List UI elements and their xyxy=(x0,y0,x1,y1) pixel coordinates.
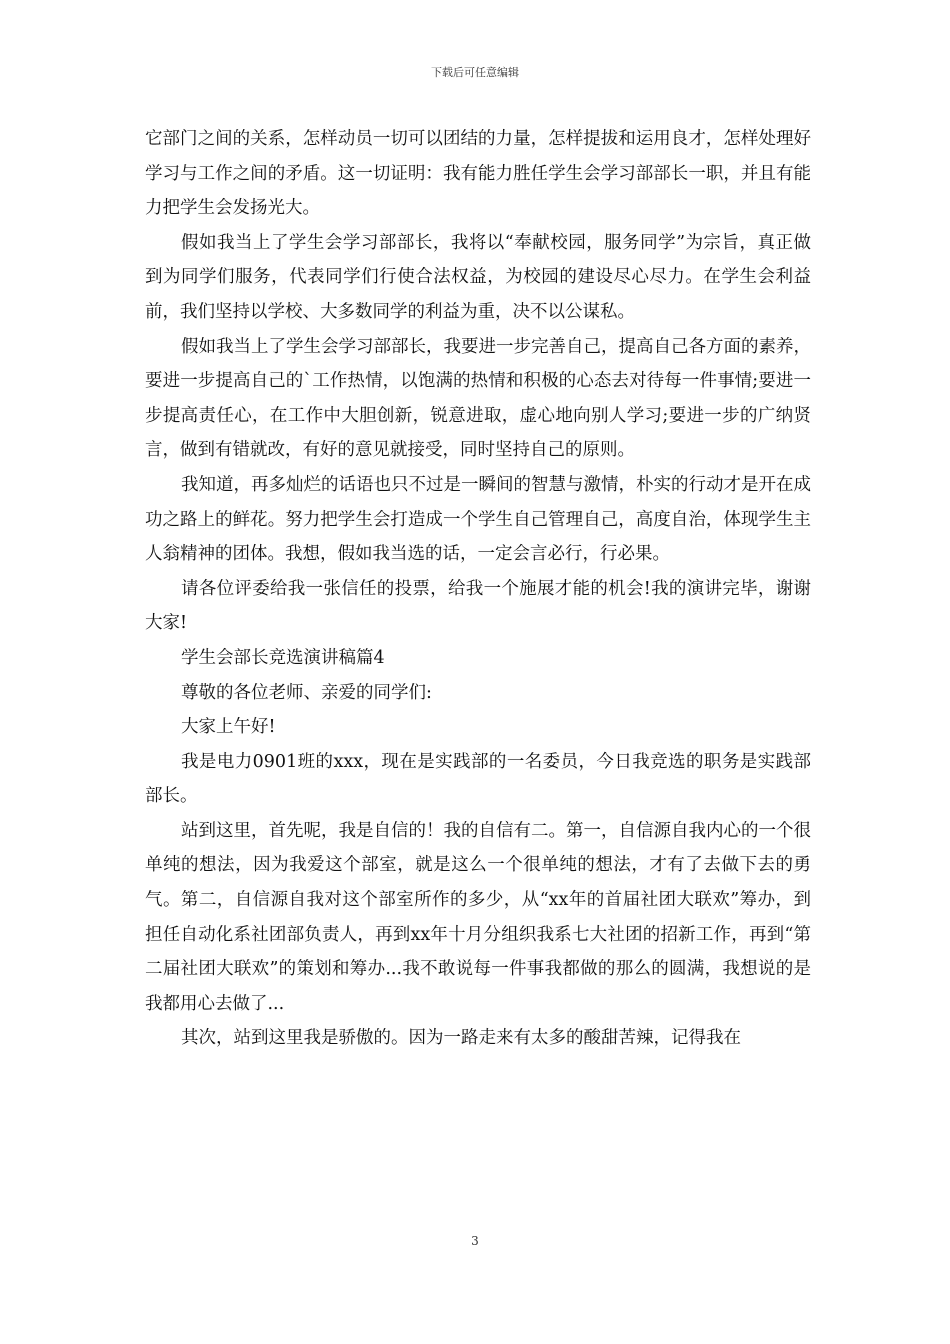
paragraph-pride: 其次，站到这里我是骄傲的。因为一路走来有太多的酸甜苦辣，记得我在 xyxy=(181,1028,741,1049)
paragraph-4: 我知道，再多灿烂的话语也只不过是一瞬间的智慧与激情，朴实的行动才是开在成功之路上的鲜花。努力把学生会打造成一个学生自己管理自己，高度自治，体现学生主人翁精神的团体。我想，假如我当选的话，一定会言必行，行必果。 xyxy=(145,474,811,565)
paragraph-1: 它部门之间的关系，怎样动员一切可以团结的力量，怎样提拔和运用良才，怎样处理好学习与工作之间的矛盾。这一切证明：我有能力胜任学生会学习部部长一职，并且有能力把学生会发扬光大。 xyxy=(145,129,811,219)
document-body xyxy=(145,122,811,1056)
page-number: 3 xyxy=(471,1234,479,1248)
paragraph-5: 请各位评委给我一张信任的投票，给我一个施展才能的机会!我的演讲完毕，谢谢大家! xyxy=(145,578,811,634)
greeting: 大家上午好! xyxy=(181,717,276,738)
paragraph-2: 假如我当上了学生会学习部部长，我将以“奉献校园，服务同学”为宗旨，真正做到为同学们服务，代表同学们行使合法权益，为校园的建设尽心尽力。在学生会利益前，我们坚持以学校、大多数同学的利益为重，决不以公谋私。 xyxy=(145,232,811,322)
paragraph-3: 假如我当上了学生会学习部部长，我要进一步完善自己，提高自己各方面的素养，要进一步提高自己的`工作热情，以饱满的热情和积极的心态去对待每一件事情;要进一步提高责任心，在工作中大胆创新，锐意进取，虚心地向别人学习;要进一步的广纳贤言，做到有错就改，有好的意见就接受，同时坚持自己的原则。 xyxy=(145,336,811,461)
salutation: 尊敬的各位老师、亲爱的同学们: xyxy=(181,682,432,703)
section-heading: 学生会部长竞选演讲稿篇4 xyxy=(181,647,385,668)
page-header: 下载后可任意编辑 xyxy=(431,66,519,79)
paragraph-confidence: 站到这里，首先呢，我是自信的！我的自信有二。第一，自信源自我内心的一个很单纯的想法，因为我爱这个部室，就是这么一个很单纯的想法，才有了去做下去的勇气。第二，自信源自我对这个部室所作的多少，从“xx年的首届社团大联欢”筹办，到担任自动化系社团部负责人，再到xx年十月分组织我系七大社团的招新工作，再到“第二届社团大联欢”的策划和筹办...我不敢说每一件事我都做的那么的圆满，我想说的是我都用心去做了... xyxy=(145,820,811,1014)
paragraph-introduction: 我是电力0901班的xxx，现在是实践部的一名委员，今日我竞选的职务是实践部部长。 xyxy=(145,751,811,807)
